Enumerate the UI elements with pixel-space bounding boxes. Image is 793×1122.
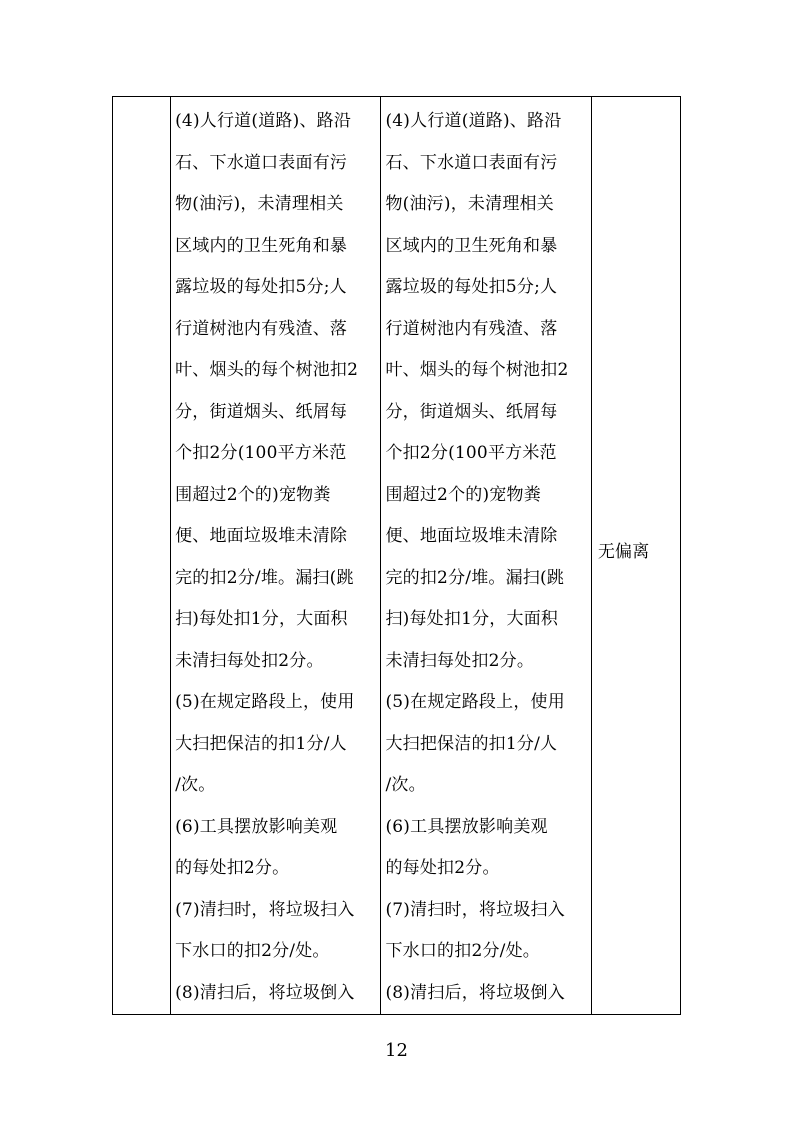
deviation-table xyxy=(112,96,681,1015)
requirement-cell xyxy=(171,97,381,1015)
index-cell xyxy=(113,97,171,1015)
table-row xyxy=(113,97,681,1015)
response-text: (4)人行道(道路)、路沿 石、下水道口表面有污 物(油污)，未清理相关 区域内的卫生死角和暴 露垃圾的每处扣5分;人 行道树池内有残渣、落 叶、烟头的每个树池扣2 分，街道烟头、纸屑每 个扣2分(100平方米范 围超过2个的)宠物粪 便、地面垃圾堆未清除 完的扣2分/堆。漏扫(跳 扫)每处扣1分，大面积 未清扫每处扣2分。 (5)在规定路段上，使用 大扫把保洁的扣1分/人 /次。 (6)工具摆放影响美观 的每处扣2分。 (7)清扫时，将垃圾扫入 下水口的扣2分/处。 (8)清扫后，将垃圾倒入 xyxy=(385,111,569,1003)
response-cell xyxy=(381,97,591,1015)
index-cell-text xyxy=(113,97,170,101)
deviation-cell xyxy=(591,97,680,1015)
deviation-text: 无偏离 xyxy=(597,541,650,562)
requirement-text: (4)人行道(道路)、路沿 石、下水道口表面有污 物(油污)，未清理相关 区域内的卫生死角和暴 露垃圾的每处扣5分;人 行道树池内有残渣、落 叶、烟头的每个树池扣2 分，街道烟头、纸屑每 个扣2分(100平方米范 围超过2个的)宠物粪 便、地面垃圾堆未清除 完的扣2分/堆。漏扫(跳 扫)每处扣1分，大面积 未清扫每处扣2分。 (5)在规定路段上，使用 大扫把保洁的扣1分/人 /次。 (6)工具摆放影响美观 的每处扣2分。 (7)清扫时，将垃圾扫入 下水口的扣2分/处。 (8)清扫后，将垃圾倒入 xyxy=(175,111,359,1003)
page-number: 12 xyxy=(385,1040,408,1061)
